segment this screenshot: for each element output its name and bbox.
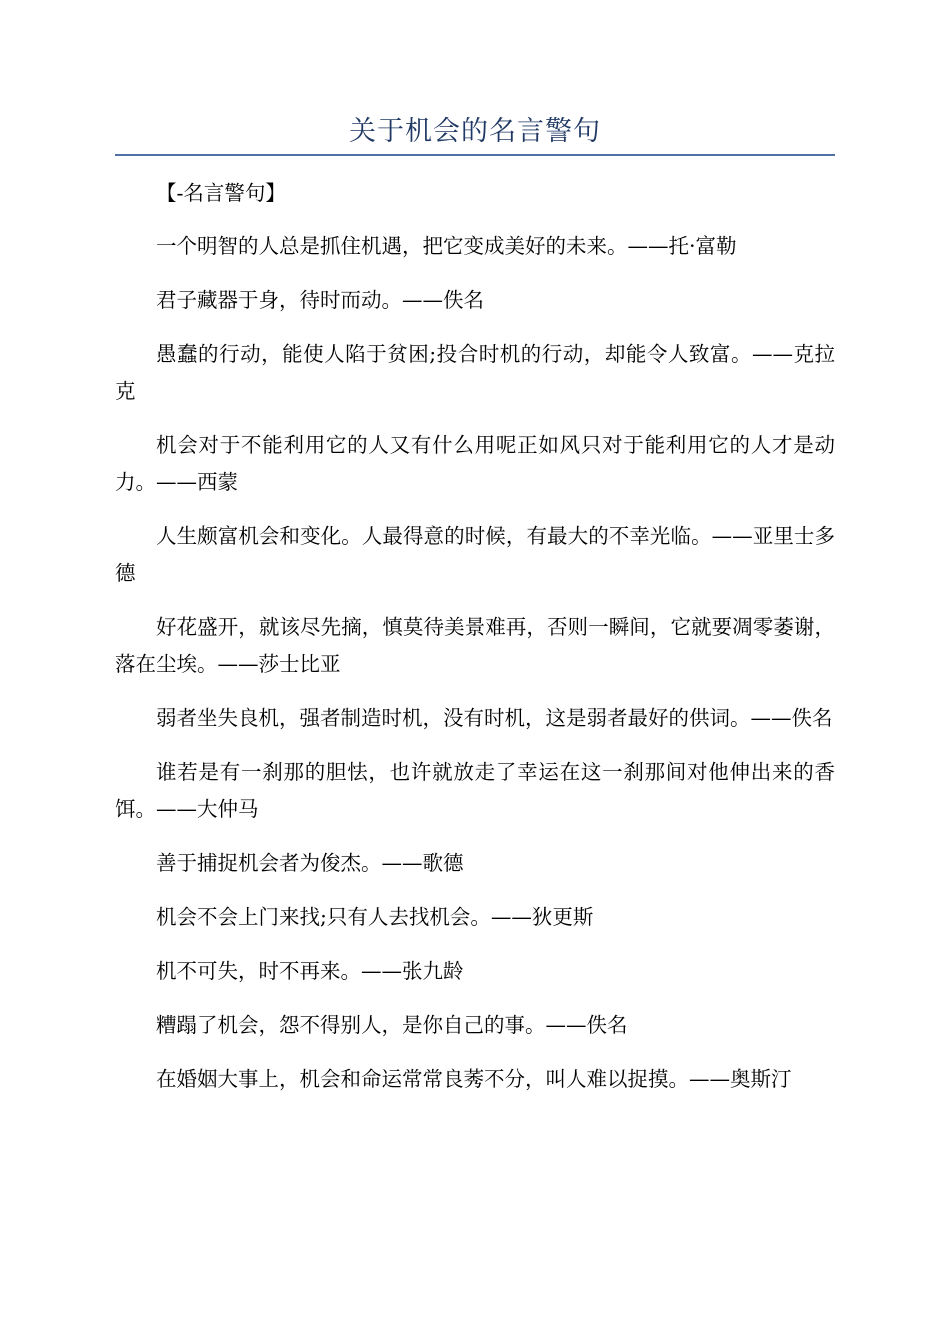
document-body (115, 175, 835, 1115)
section-heading: 【-名言警句】 (156, 181, 286, 205)
quote-paragraph: 人生颇富机会和变化。人最得意的时候，有最大的不幸光临。——亚里士多德 (115, 524, 835, 585)
quote-paragraph: 糟蹋了机会，怨不得别人，是你自己的事。——佚名 (156, 1013, 628, 1037)
quote-paragraph: 弱者坐失良机，强者制造时机，没有时机，这是弱者最好的供词。——佚名 (156, 706, 833, 730)
quote-paragraph: 愚蠢的行动，能使人陷于贫困;投合时机的行动，却能令人致富。——克拉克 (115, 342, 835, 403)
quote-paragraph: 谁若是有一刹那的胆怯，也许就放走了幸运在这一刹那间对他伸出来的香饵。——大仲马 (115, 760, 835, 821)
quote-paragraph: 君子藏器于身，待时而动。——佚名 (156, 288, 484, 312)
quote-paragraph: 一个明智的人总是抓住机遇，把它变成美好的未来。——托·富勒 (156, 234, 737, 258)
document-title: 关于机会的名言警句 (349, 116, 601, 147)
quote-paragraph: 机不可失，时不再来。——张九龄 (156, 959, 464, 983)
quote-paragraph: 在婚姻大事上，机会和命运常常良莠不分，叫人难以捉摸。——奥斯汀 (156, 1067, 792, 1091)
title-underline (115, 154, 835, 156)
quote-paragraph: 善于捕捉机会者为俊杰。——歌德 (156, 851, 464, 875)
quote-paragraph: 机会对于不能利用它的人又有什么用呢正如风只对于能利用它的人才是动力。——西蒙 (115, 433, 835, 494)
quote-paragraph: 机会不会上门来找;只有人去找机会。——狄更斯 (156, 905, 594, 929)
quote-paragraph: 好花盛开，就该尽先摘，慎莫待美景难再，否则一瞬间，它就要凋零萎谢，落在尘埃。——莎士比亚 (115, 615, 835, 676)
